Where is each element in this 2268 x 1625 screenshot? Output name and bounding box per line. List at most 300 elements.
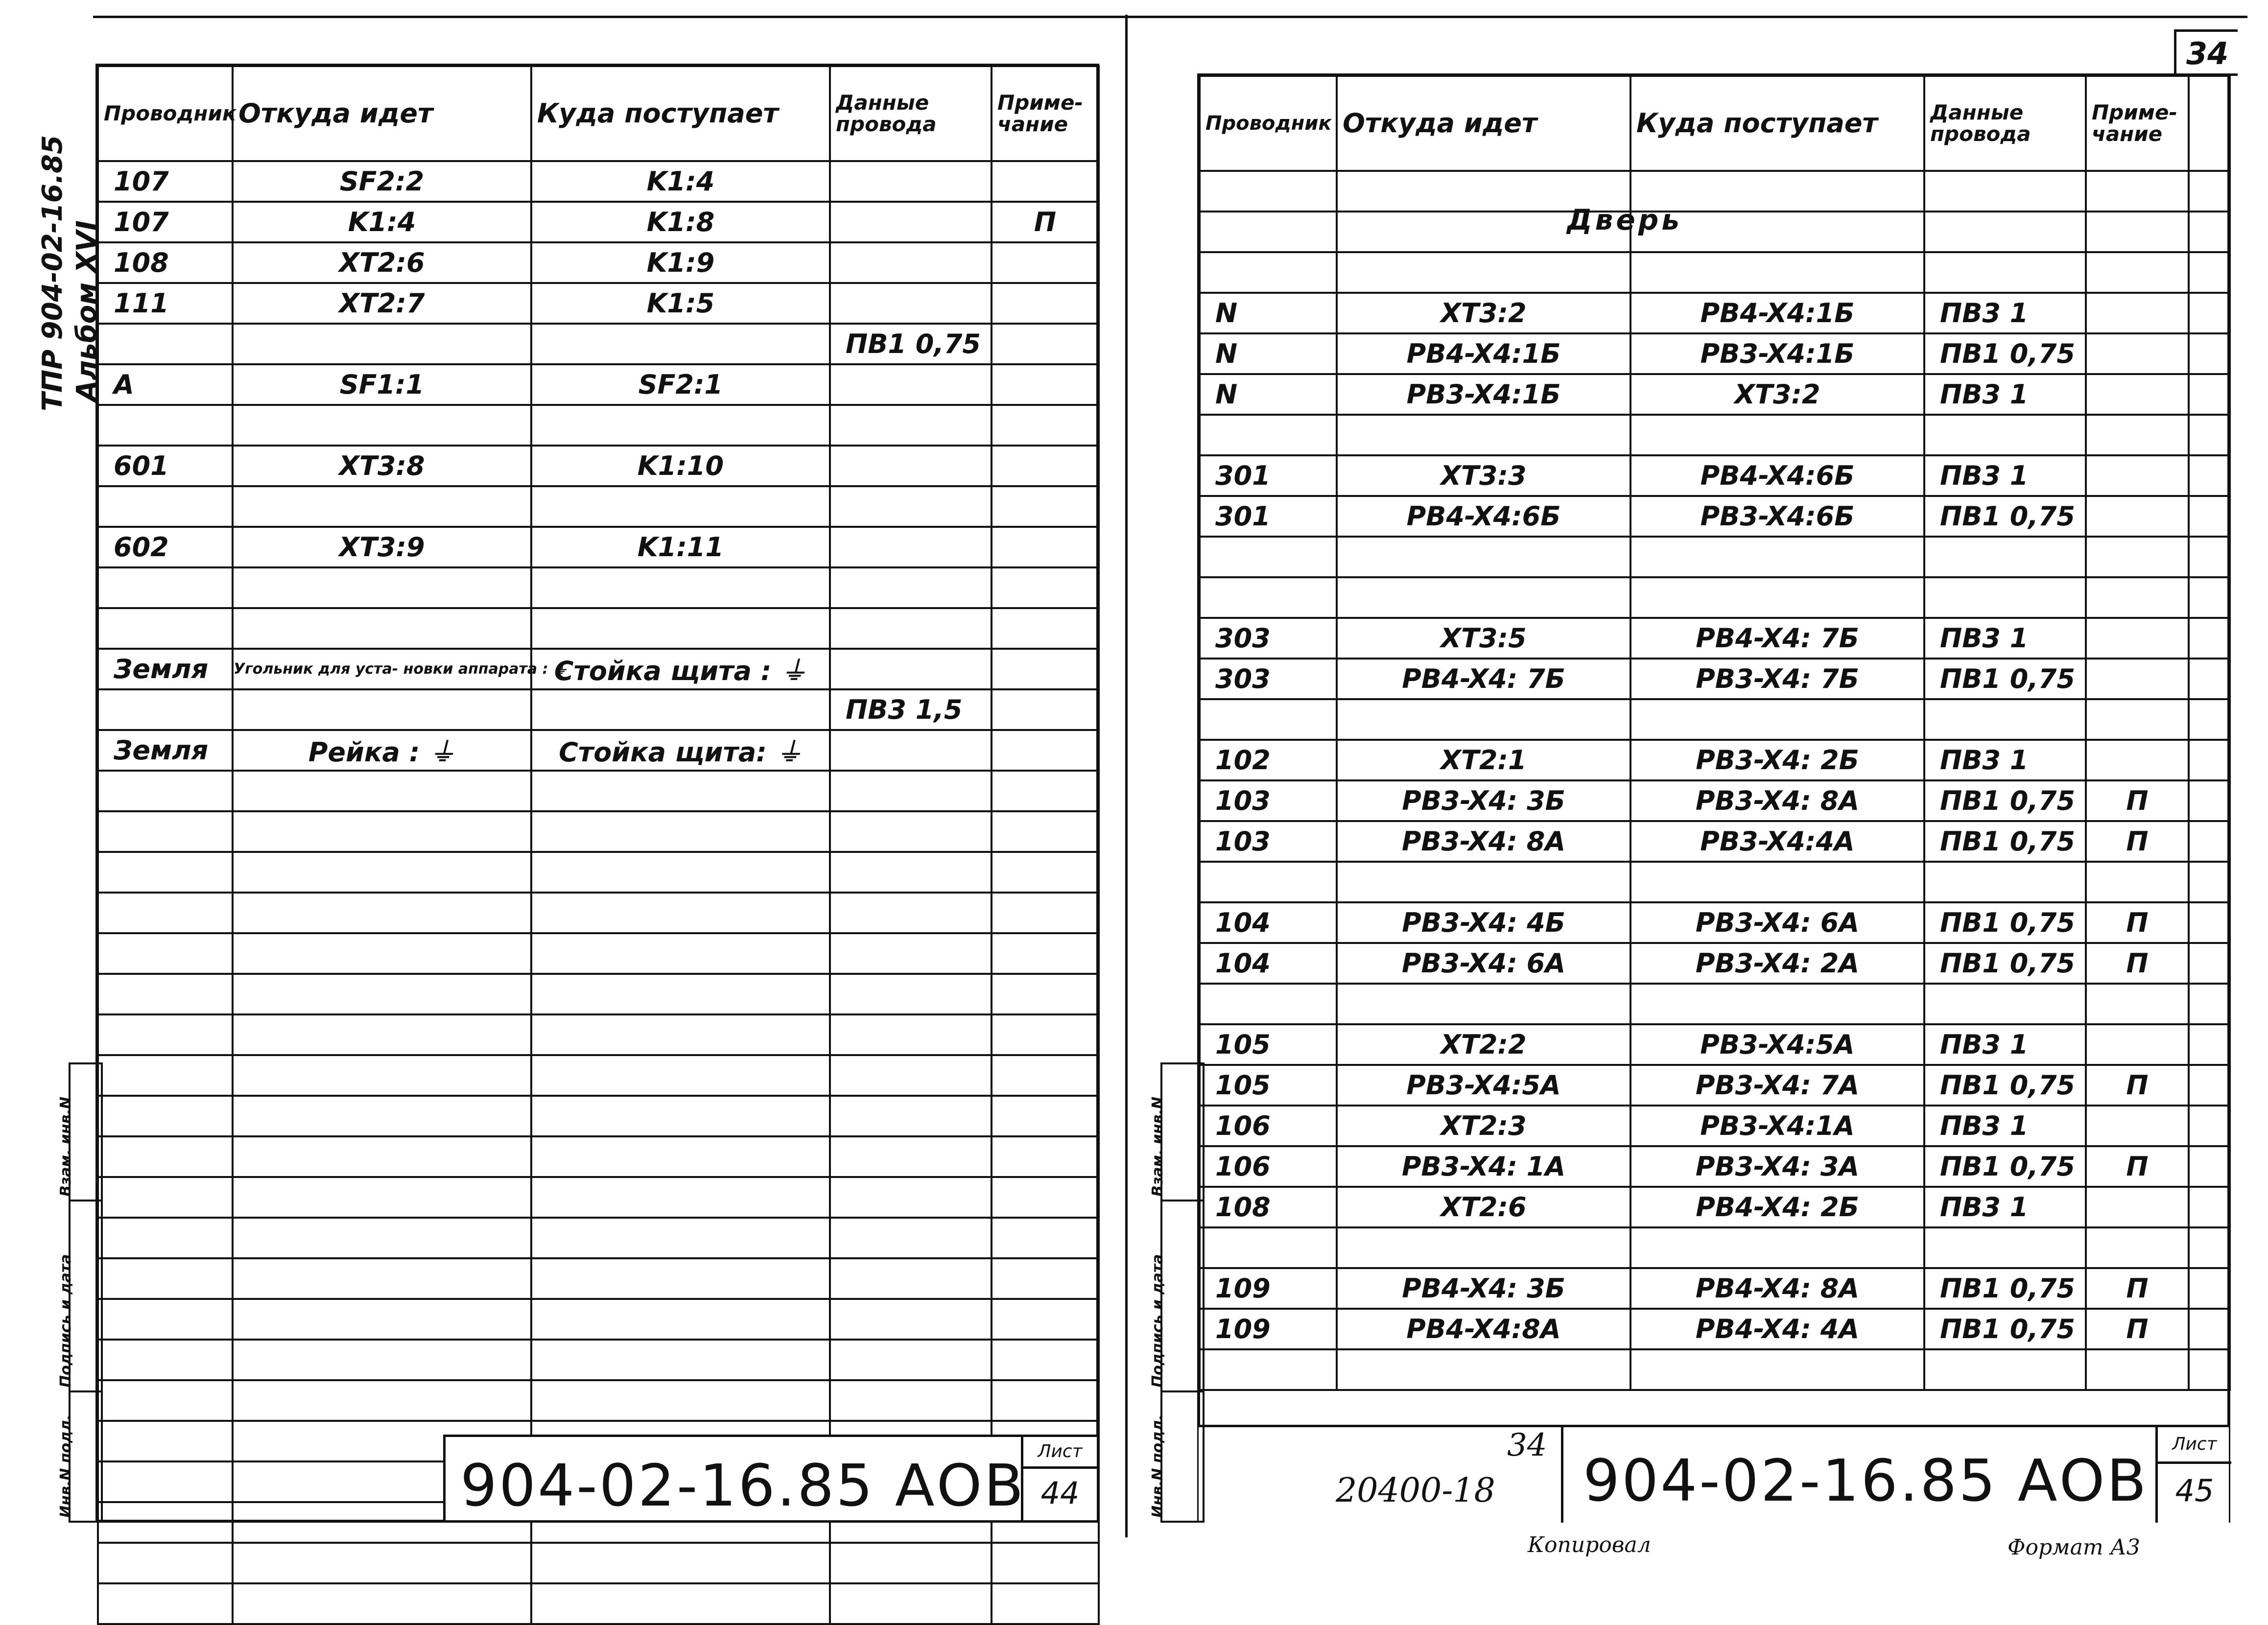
table-row: [98, 161, 1099, 202]
table-row: [1200, 821, 2230, 862]
blank-cell: [2189, 1106, 2230, 1146]
from-cell: [233, 1299, 531, 1340]
conductor-cell: [98, 1421, 233, 1461]
conductor-cell: 105: [1200, 1024, 1337, 1065]
blank-cell: [2189, 374, 2230, 415]
note-cell: [992, 1583, 1099, 1624]
wire-data-cell: [1924, 1227, 2086, 1268]
conductor-cell: 107: [98, 161, 233, 202]
to-cell: [531, 852, 830, 893]
to-cell: [531, 974, 830, 1014]
note-cell: [2086, 333, 2189, 374]
note-cell: [992, 1177, 1099, 1218]
from-cell: PB4-X4:8A: [1337, 1309, 1630, 1349]
strip-label-inv-r: Инв.N подл.: [1149, 1414, 1166, 1518]
right-sheet-cell: [2155, 1427, 2231, 1523]
from-cell: PB3-X4: 3Б: [1337, 780, 1630, 821]
table-row: [1200, 293, 2230, 333]
blank-cell: [2189, 171, 2230, 212]
note-cell: П: [2086, 1146, 2189, 1187]
from-cell: [233, 974, 531, 1014]
to-cell: [1630, 862, 1924, 902]
note-cell: [2086, 1187, 2189, 1227]
table-row: [98, 811, 1099, 852]
table-row: [1200, 862, 2230, 902]
blank-cell: [2189, 821, 2230, 862]
conductor-cell: [98, 1340, 233, 1380]
wire-data-cell: [830, 567, 992, 608]
conductor-cell: 303: [1200, 659, 1337, 699]
to-cell: [531, 1218, 830, 1258]
from-cell: [1337, 415, 1630, 455]
conductor-cell: [1200, 415, 1337, 455]
wire-data-cell: [830, 730, 992, 771]
conductor-cell: [1200, 1227, 1337, 1268]
from-cell: [233, 771, 531, 811]
right-approval-strip: [1149, 1062, 1205, 1523]
conductor-cell: [98, 1218, 233, 1258]
table-row: [1200, 415, 2230, 455]
table-row: [1200, 1268, 2230, 1309]
wire-data-cell: [830, 1055, 992, 1096]
table-row: [1200, 577, 2230, 618]
conductor-cell: [98, 974, 233, 1014]
table-row: [1200, 171, 2230, 212]
to-cell: [531, 1543, 830, 1583]
strip-cell-sign: [57, 1201, 101, 1392]
note-cell: [992, 486, 1099, 527]
conductor-cell: [98, 1380, 233, 1421]
note-cell: П: [2086, 943, 2189, 984]
table-row: [1200, 984, 2230, 1024]
wire-data-cell: [830, 1340, 992, 1380]
to-cell: [531, 1583, 830, 1624]
to-cell: PB4-X4: 8A: [1630, 1268, 1924, 1309]
blank-cell: [2189, 537, 2230, 577]
conductor-cell: [98, 567, 233, 608]
conductor-cell: N: [1200, 293, 1337, 333]
blank-cell: [2189, 1309, 2230, 1349]
strip-label-replace: Взам. инв.N: [57, 1096, 74, 1197]
wire-data-cell: [830, 405, 992, 446]
table-row: [1200, 1187, 2230, 1227]
conductor-cell: [98, 1461, 233, 1502]
note-cell: П: [2086, 1065, 2189, 1106]
note-cell: [992, 933, 1099, 974]
header-wire-data: Данные провода: [1924, 76, 2086, 171]
from-cell: [233, 1543, 531, 1583]
wire-data-cell: ПВ1 0,75: [1924, 821, 2086, 862]
conductor-cell: [98, 486, 233, 527]
table-row: [1200, 1349, 2230, 1390]
to-cell: [531, 893, 830, 933]
wire-data-cell: [830, 202, 992, 242]
note-cell: [992, 1380, 1099, 1421]
strip-label-sign-r: Подпись и дата: [1149, 1254, 1166, 1388]
conductor-cell: 107: [98, 202, 233, 242]
note-cell: П: [2086, 780, 2189, 821]
note-cell: [992, 893, 1099, 933]
from-cell: Рейка : ⏚: [233, 730, 531, 771]
blank-cell: [2189, 212, 2230, 252]
from-cell: [1337, 862, 1630, 902]
wire-data-cell: ПВ1 0,75: [1924, 659, 2086, 699]
wire-data-cell: [830, 1583, 992, 1624]
to-cell: [1630, 984, 1924, 1024]
section-title: Дверь: [1567, 203, 1682, 236]
strip-cell-replace-r: [1149, 1064, 1203, 1201]
from-cell: [233, 1583, 531, 1624]
table-row: [98, 1218, 1099, 1258]
to-cell: [531, 1299, 830, 1340]
conductor-cell: [98, 1543, 233, 1583]
from-cell: PB4-X4:6Б: [1337, 496, 1630, 537]
from-cell: XT2:3: [1337, 1106, 1630, 1146]
conductor-cell: [1200, 577, 1337, 618]
conductor-cell: 103: [1200, 780, 1337, 821]
table-row: [98, 649, 1099, 689]
to-cell: PB4-X4:6Б: [1630, 455, 1924, 496]
conductor-cell: [98, 1177, 233, 1218]
wire-data-cell: ПВ1 0,75: [830, 324, 992, 364]
table-row: [1200, 1309, 2230, 1349]
table-row: [98, 324, 1099, 364]
note-cell: [2086, 415, 2189, 455]
from-cell: PB3-X4: 1A: [1337, 1146, 1630, 1187]
conductor-cell: [1200, 984, 1337, 1024]
table-row: [1200, 374, 2230, 415]
table-row: [98, 1543, 1099, 1583]
wire-data-cell: [830, 1543, 992, 1583]
wire-data-cell: ПВ1 0,75: [1924, 1309, 2086, 1349]
note-cell: [992, 1218, 1099, 1258]
note-cell: [2086, 171, 2189, 212]
to-cell: [531, 405, 830, 446]
note-cell: [992, 1340, 1099, 1380]
from-cell: [1337, 1349, 1630, 1390]
table-row: [1200, 252, 2230, 293]
strip-cell-inv-r: [1149, 1392, 1203, 1521]
from-cell: [233, 1055, 531, 1096]
to-cell: PB4-X4: 2Б: [1630, 1187, 1924, 1227]
note-cell: [992, 1136, 1099, 1177]
to-cell: [531, 933, 830, 974]
wire-data-cell: [1924, 577, 2086, 618]
to-cell: PB3-X4: 2A: [1630, 943, 1924, 984]
from-cell: [233, 933, 531, 974]
note-cell: [992, 364, 1099, 405]
conductor-cell: 301: [1200, 496, 1337, 537]
conductor-cell: 102: [1200, 740, 1337, 780]
wire-data-cell: ПВ1 0,75: [1924, 1268, 2086, 1309]
from-cell: [233, 1177, 531, 1218]
to-cell: XT3:2: [1630, 374, 1924, 415]
table-row: [98, 527, 1099, 567]
note-cell: [2086, 212, 2189, 252]
table-row: [98, 730, 1099, 771]
footer-format: Формат А3: [2008, 1535, 2140, 1560]
table-row: [1200, 455, 2230, 496]
table-row: [98, 283, 1099, 324]
note-cell: [992, 771, 1099, 811]
conductor-cell: [1200, 212, 1337, 252]
wire-data-cell: [830, 283, 992, 324]
blank-cell: [2189, 659, 2230, 699]
from-cell: PB3-X4:1Б: [1337, 374, 1630, 415]
blank-cell: [2189, 1146, 2230, 1187]
wire-data-cell: ПВ3 1: [1924, 455, 2086, 496]
to-cell: [531, 486, 830, 527]
note-cell: [992, 811, 1099, 852]
left-header-row: [98, 66, 1099, 161]
note-cell: П: [2086, 902, 2189, 943]
to-cell: Стойка щита: ⏚: [531, 730, 830, 771]
to-cell: [531, 1136, 830, 1177]
from-cell: [233, 1258, 531, 1299]
to-cell: PB4-X4: 4A: [1630, 1309, 1924, 1349]
from-cell: [233, 405, 531, 446]
to-cell: [531, 1258, 830, 1299]
to-cell: [531, 811, 830, 852]
blank-cell: [2189, 902, 2230, 943]
from-cell: PB3-X4:5A: [1337, 1065, 1630, 1106]
note-cell: [992, 161, 1099, 202]
blank-cell: [2189, 455, 2230, 496]
header-to: Куда поступает: [1630, 76, 1924, 171]
from-cell: PB4-X4:1Б: [1337, 333, 1630, 374]
note-cell: [2086, 293, 2189, 333]
to-cell: [531, 1014, 830, 1055]
right-sheet-label: Лист: [2158, 1427, 2231, 1464]
from-cell: [1337, 252, 1630, 293]
table-row: [1200, 1106, 2230, 1146]
table-row: [98, 364, 1099, 405]
header-wire-data: Данные провода: [830, 66, 992, 161]
from-cell: XT3:9: [233, 527, 531, 567]
blank-cell: [2189, 1024, 2230, 1065]
conductor-cell: N: [1200, 374, 1337, 415]
blank-cell: [2189, 1227, 2230, 1268]
wire-data-cell: [830, 974, 992, 1014]
table-row: [1200, 212, 2230, 252]
note-cell: [992, 852, 1099, 893]
conductor-cell: [1200, 1349, 1337, 1390]
right-title-block: [1199, 1425, 2229, 1523]
to-cell: PB3-X4: 6A: [1630, 902, 1924, 943]
conductor-cell: A: [98, 364, 233, 405]
note-cell: [992, 405, 1099, 446]
table-row: [98, 1014, 1099, 1055]
to-cell: [531, 689, 830, 730]
to-cell: PB3-X4:5A: [1630, 1024, 1924, 1065]
table-row: [98, 974, 1099, 1014]
conductor-cell: [98, 689, 233, 730]
conductor-cell: [98, 324, 233, 364]
note-cell: [2086, 1227, 2189, 1268]
from-cell: PB3-X4: 4Б: [1337, 902, 1630, 943]
blank-cell: [2189, 699, 2230, 740]
wire-data-cell: ПВ3 1: [1924, 618, 2086, 659]
blank-cell: [2189, 943, 2230, 984]
conductor-cell: 104: [1200, 943, 1337, 984]
conductor-cell: 602: [98, 527, 233, 567]
table-row: [98, 852, 1099, 893]
conductor-cell: [1200, 171, 1337, 212]
note-cell: П: [2086, 821, 2189, 862]
conductor-cell: [98, 811, 233, 852]
note-cell: [2086, 1024, 2189, 1065]
note-cell: [2086, 984, 2189, 1024]
wire-data-cell: [830, 893, 992, 933]
wire-data-cell: [830, 1136, 992, 1177]
from-cell: Угольник для уста- новки аппарата : ⏚: [233, 649, 531, 689]
table-row: [98, 1136, 1099, 1177]
from-cell: [233, 567, 531, 608]
right-header-row: [1200, 76, 2230, 171]
strip-label-inv: Инв.N подл.: [57, 1414, 74, 1518]
conductor-cell: [98, 771, 233, 811]
blank-cell: [2189, 577, 2230, 618]
wire-data-cell: [1924, 1349, 2086, 1390]
to-cell: Стойка щита : ⏚: [531, 649, 830, 689]
strip-cell-replace: [57, 1064, 101, 1201]
note-cell: [992, 242, 1099, 283]
conductor-cell: [1200, 862, 1337, 902]
wire-data-cell: ПВ1 0,75: [1924, 1146, 2086, 1187]
table-row: [1200, 1146, 2230, 1187]
table-row: [1200, 943, 2230, 984]
conductor-cell: [98, 405, 233, 446]
from-cell: XT2:1: [1337, 740, 1630, 780]
hand-number-bottom: 20400-18: [1336, 1471, 1495, 1510]
note-cell: [992, 283, 1099, 324]
table-row: [1200, 780, 2230, 821]
wire-data-cell: [830, 446, 992, 486]
page-number-box: [2174, 29, 2238, 76]
conductor-cell: [98, 1136, 233, 1177]
note-cell: [992, 567, 1099, 608]
table-row: [1200, 1065, 2230, 1106]
from-cell: PB4-X4: 3Б: [1337, 1268, 1630, 1309]
from-cell: K1:4: [233, 202, 531, 242]
to-cell: [1630, 537, 1924, 577]
blank-cell: [2189, 415, 2230, 455]
footer-copied: Копировал: [1528, 1532, 1651, 1557]
from-cell: XT3:2: [1337, 293, 1630, 333]
strip-label-replace-r: Взам. инв.N: [1149, 1096, 1166, 1197]
to-cell: [1630, 415, 1924, 455]
table-row: [98, 486, 1099, 527]
wire-data-cell: [1924, 699, 2086, 740]
blank-cell: [2189, 1349, 2230, 1390]
note-cell: [992, 1543, 1099, 1583]
right-code-box: [1561, 1427, 2231, 1523]
strip-cell-inv: [57, 1392, 101, 1521]
side-label-line2: Альбом XVI: [71, 220, 103, 401]
wire-data-cell: [830, 1096, 992, 1136]
note-cell: [2086, 699, 2189, 740]
conductor-cell: 111: [98, 283, 233, 324]
blank-cell: [2189, 862, 2230, 902]
left-sheet-number: 44: [1040, 1475, 1080, 1511]
from-cell: [1337, 1227, 1630, 1268]
note-cell: [2086, 577, 2189, 618]
right-doc-code: 904-02-16.85 АОВ: [1583, 1447, 2149, 1514]
table-row: [98, 446, 1099, 486]
to-cell: K1:9: [531, 242, 830, 283]
from-cell: [233, 1136, 531, 1177]
to-cell: PB3-X4: 7A: [1630, 1065, 1924, 1106]
conductor-cell: 601: [98, 446, 233, 486]
left-sheet-cell: [1021, 1437, 1097, 1520]
wire-data-cell: [830, 1258, 992, 1299]
wire-data-cell: ПВ3 1: [1924, 740, 2086, 780]
from-cell: [233, 1340, 531, 1380]
wire-data-cell: ПВ3 1: [1924, 1024, 2086, 1065]
table-row: [98, 1583, 1099, 1624]
note-cell: [2086, 618, 2189, 659]
wire-data-cell: [830, 1218, 992, 1258]
note-cell: [992, 1096, 1099, 1136]
wire-data-cell: [830, 1299, 992, 1340]
to-cell: [531, 1177, 830, 1218]
to-cell: [531, 771, 830, 811]
note-cell: [2086, 455, 2189, 496]
conductor-cell: [1200, 699, 1337, 740]
to-cell: [1630, 577, 1924, 618]
conductor-cell: 303: [1200, 618, 1337, 659]
note-cell: [2086, 1106, 2189, 1146]
conductor-cell: Земля: [98, 649, 233, 689]
table-row: [1200, 496, 2230, 537]
note-cell: [2086, 1349, 2189, 1390]
to-cell: K1:10: [531, 446, 830, 486]
blank-cell: [2189, 780, 2230, 821]
left-doc-code: 904-02-16.85 АОВ: [460, 1452, 1026, 1519]
note-cell: [2086, 740, 2189, 780]
strip-cell-sign-r: [1149, 1201, 1203, 1392]
table-row: [98, 689, 1099, 730]
from-cell: XT3:3: [1337, 455, 1630, 496]
table-row: [98, 771, 1099, 811]
to-cell: PB3-X4: 7Б: [1630, 659, 1924, 699]
note-cell: [2086, 374, 2189, 415]
wire-data-cell: [1924, 415, 2086, 455]
to-cell: [531, 1380, 830, 1421]
blank-cell: [2189, 496, 2230, 537]
to-cell: PB3-X4: 8A: [1630, 780, 1924, 821]
note-cell: П: [2086, 1309, 2189, 1349]
note-cell: [992, 324, 1099, 364]
wire-data-cell: ПВ1 0,75: [1924, 333, 2086, 374]
table-row: [98, 1340, 1099, 1380]
table-row: [1200, 618, 2230, 659]
table-row: [1200, 1024, 2230, 1065]
conductor-cell: [98, 1258, 233, 1299]
blank-cell: [2189, 1268, 2230, 1309]
wire-data-cell: ПВ1 0,75: [1924, 943, 2086, 984]
conductor-cell: 106: [1200, 1146, 1337, 1187]
to-cell: PB4-X4:1Б: [1630, 293, 1924, 333]
page-number: 34: [2186, 36, 2229, 71]
to-cell: SF2:1: [531, 364, 830, 405]
note-cell: [2086, 537, 2189, 577]
conductor-cell: [98, 1299, 233, 1340]
side-label-line1: ТПР 904-02-16.85: [37, 135, 69, 411]
table-row: [1200, 659, 2230, 699]
table-row: [98, 1299, 1099, 1340]
conductor-cell: [98, 893, 233, 933]
